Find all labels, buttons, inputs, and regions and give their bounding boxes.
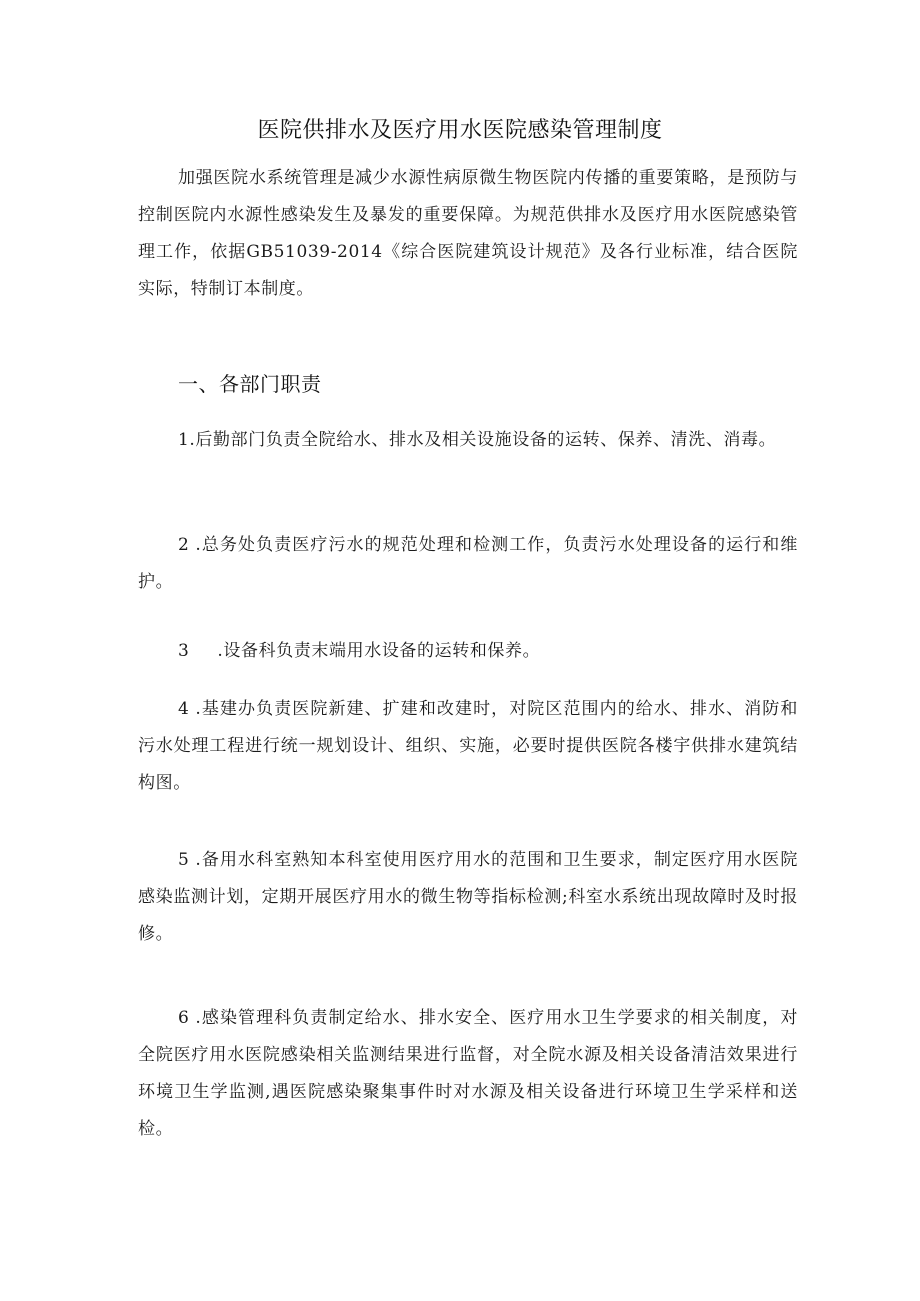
list-item <box>138 691 798 802</box>
item-number: 1. <box>178 430 196 450</box>
item-number: 4 <box>178 699 190 719</box>
item-text: .感染管理科负责制定给水、排水安全、医疗用水卫生学要求的相关制度，对全院医疗用水医院感染相关监测结果进行监督，对全院水源及相关设备清洁效果进行环境卫生学监测,遇医院感染聚集事件时对水源及相关设备进行环境卫生学采样和送检。 <box>138 1008 798 1139</box>
item-text: 后勤部门负责全院给水、排水及相关设施设备的运转、保养、清洗、消毒。 <box>195 430 777 450</box>
list-item <box>138 1000 798 1148</box>
item-text: .基建办负责医院新建、扩建和改建时，对院区范围内的给水、排水、消防和污水处理工程进行统一规划设计、组织、实施，必要时提供医院各楼宇供排水建筑结构图。 <box>138 699 798 793</box>
list-item <box>138 633 798 670</box>
item-text: .总务处负责医疗污水的规范处理和检测工作，负责污水处理设备的运行和维护。 <box>138 535 798 592</box>
document-title: 医院供排水及医疗用水医院感染管理制度 <box>257 118 663 143</box>
item-number: 3 <box>178 641 190 661</box>
intro-paragraph: 加强医院水系统管理是减少水源性病原微生物医院内传播的重要策略，是预防与控制医院内水源性感染发生及暴发的重要保障。为规范供排水及医疗用水医院感染管理工作，依据GB51039-2014《综合医院建筑设计规范》及各行业标准，结合医院实际，特制订本制度。 <box>138 168 798 299</box>
item-number: 6 <box>178 1008 190 1028</box>
item-number: 5 <box>178 850 190 870</box>
item-text: .备用水科室熟知本科室使用医疗用水的范围和卫生要求，制定医疗用水医院感染监测计划，定期开展医疗用水的微生物等指标检测;科室水系统出现故障时及时报修。 <box>138 850 798 944</box>
list-item <box>138 422 798 459</box>
list-item <box>138 842 798 953</box>
list-item <box>138 527 798 601</box>
section-heading-responsibilities: 一、各部门职责 <box>178 372 322 396</box>
item-text: .设备科负责末端用水设备的运转和保养。 <box>217 641 541 661</box>
item-number: 2 <box>178 535 190 555</box>
